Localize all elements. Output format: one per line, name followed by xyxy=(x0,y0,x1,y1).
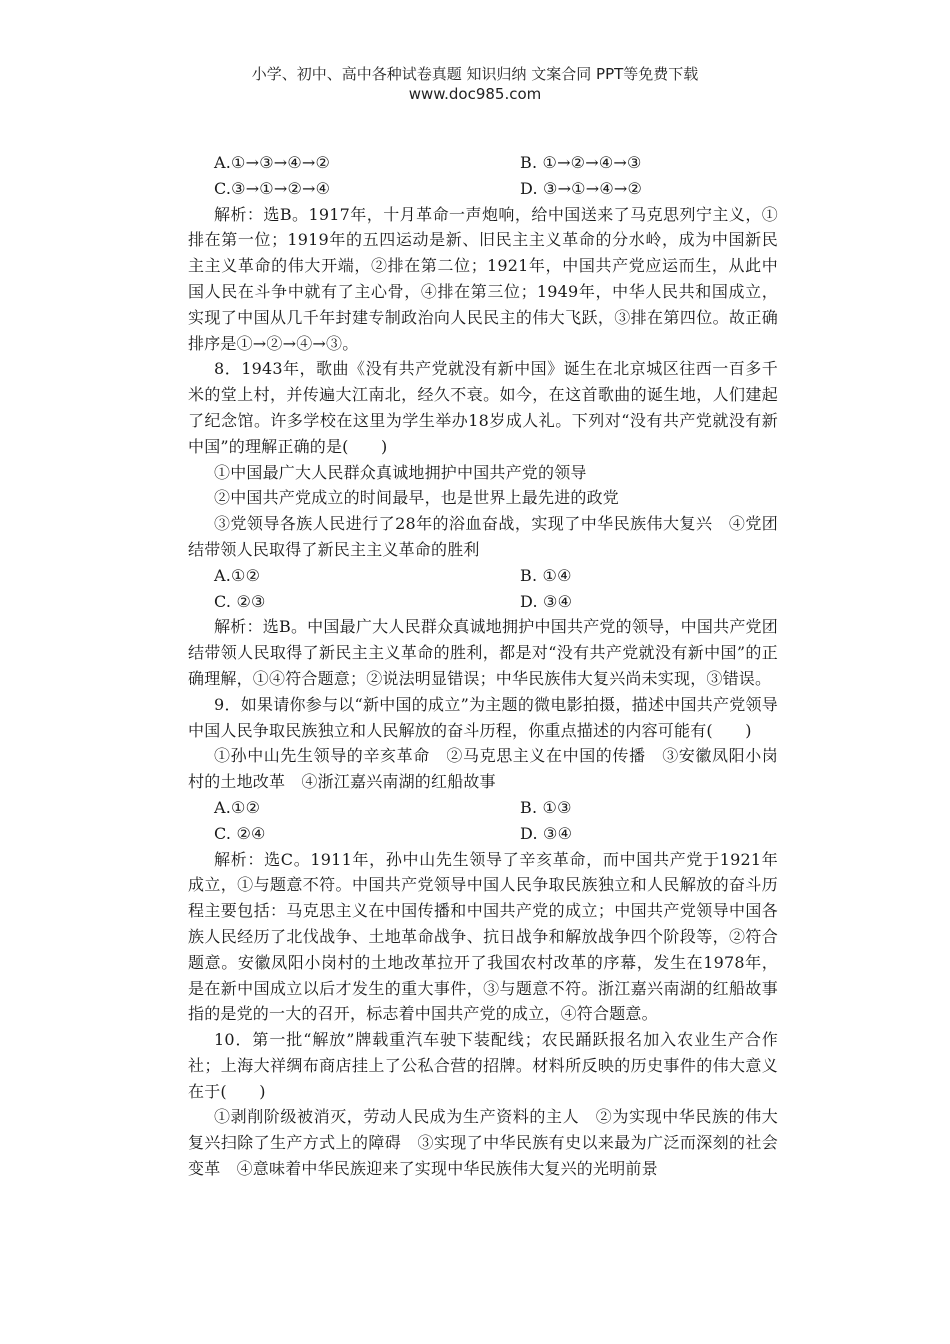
q8-option-d: D. ③④ xyxy=(520,591,573,611)
q7-option-a: A.①→③→④→② xyxy=(214,153,331,172)
q9-options-row-2 xyxy=(188,821,778,847)
q8-item-1: ①中国最广大人民群众真诚地拥护中国共产党的领导 xyxy=(214,462,587,482)
q9-option-a: A.①② xyxy=(214,797,261,817)
q9-option-b: B. ①③ xyxy=(520,797,572,817)
q7-options-row-1 xyxy=(188,150,778,176)
q9-items: ①孙中山先生领导的辛亥革命 ②马克思主义在中国的传播 ③安徽凤阳小岗村的土地改革 ④浙江嘉兴南湖的红船故事 xyxy=(188,746,778,792)
q8-item-2: ②中国共产党成立的时间最早，也是世界上最先进的政党 xyxy=(214,488,620,508)
q8-option-a: A.①② xyxy=(214,565,261,585)
q7-analysis: 解析：选B。1917年，十月革命一声炮响，给中国送来了马克思列宁主义，①排在第一位；1919年的五四运动是新、旧民主主义革命的分水岭，成为中国新民主主义革命的伟大开端，②排在第二位；1921年，中国共产党应运而生，从此中国人民在斗争中就有了主心骨，④排在第三位；1949年，中华人民共和国成立，实现了中国从几千年封建专制政治向人民民主的伟大飞跃，③排在第四位。故正确排序是①→②→④→③。 xyxy=(188,204,778,353)
q9-option-d: D. ③④ xyxy=(520,823,573,843)
page-header xyxy=(0,64,950,104)
q8-item-3-4: ③党领导各族人民进行了28年的浴血奋战，实现了中华民族伟大复兴 ④党团结带领人民取得了新民主主义革命的胜利 xyxy=(188,514,778,559)
q9-option-c: C. ②④ xyxy=(214,823,266,843)
q8-analysis: 解析：选B。中国最广大人民群众真诚地拥护中国共产党的领导，中国共产党团结带领人民取得了新民主主义革命的胜利，都是对“没有共产党就没有新中国”的正确理解，①④符合题意；②说法明显错误；中华民族伟大复兴尚未实现，③错误。 xyxy=(188,617,778,688)
q7-options-row-2 xyxy=(188,176,778,202)
q7-option-d: D. ③→①→④→② xyxy=(520,178,643,198)
document-body xyxy=(188,150,778,1182)
header-promo-text: 小学、初中、高中各种试卷真题 知识归纳 文案合同 PPT等免费下载 xyxy=(251,65,699,83)
q8-option-c: C. ②③ xyxy=(214,591,266,611)
q8-options-row-2 xyxy=(188,589,778,615)
q8-options-row-1 xyxy=(188,563,778,589)
q9-options-row-1 xyxy=(188,795,778,821)
q7-option-c: C.③→①→②→④ xyxy=(214,178,331,198)
q8-option-b: B. ①④ xyxy=(520,565,572,585)
q7-option-b: B. ①→②→④→③ xyxy=(520,153,642,172)
q10-stem: 10．第一批“解放”牌载重汽车驶下装配线；农民踊跃报名加入农业生产合作社；上海大祥绸布商店挂上了公私合营的招牌。材料所反映的历史事件的伟大意义在于( ) xyxy=(188,1030,778,1101)
header-website-url: www.doc985.com xyxy=(408,85,542,103)
q9-stem: 9．如果请你参与以“新中国的成立”为主题的微电影拍摄，描述中国共产党领导中国人民争取民族独立和人民解放的奋斗历程，你重点描述的内容可能有( ) xyxy=(188,694,778,740)
q9-analysis: 解析：选C。1911年，孙中山先生领导了辛亥革命，而中国共产党于1921年成立，①与题意不符。中国共产党领导中国人民争取民族独立和人民解放的奋斗历程主要包括：马克思主义在中国传播和中国共产党的成立；中国共产党领导中国各族人民经历了北伐战争、土地革命战争、抗日战争和解放战争四个阶段等，②符合题意。安徽凤阳小岗村的土地改革拉开了我国农村改革的序幕，发生在1978年，是在新中国成立以后才发生的重大事件，③与题意不符。浙江嘉兴南湖的红船故事指的是党的一大的召开，标志着中国共产党的成立，④符合题意。 xyxy=(188,849,778,1024)
q10-items: ①剥削阶级被消灭，劳动人民成为生产资料的主人 ②为实现中华民族的伟大复兴扫除了生产方式上的障碍 ③实现了中华民族有史以来最为广泛而深刻的社会变革 ④意味着中华民族迎来了实现中华民族伟大复兴的光明前景 xyxy=(188,1107,778,1179)
q8-stem: 8．1943年，歌曲《没有共产党就没有新中国》诞生在北京城区往西一百多千米的堂上村，并传遍大江南北，经久不衰。如今，在这首歌曲的诞生地，人们建起了纪念馆。许多学校在这里为学生举办18岁成人礼。下列对“没有共产党就没有新中国”的理解正确的是( ) xyxy=(188,359,778,456)
